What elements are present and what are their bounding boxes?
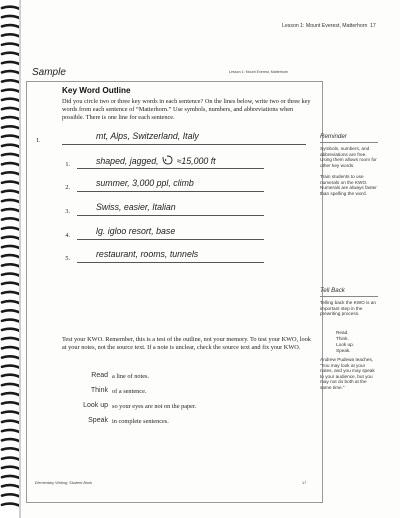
spiral-coil bbox=[2, 310, 20, 312]
sidebar-tell-back-step: Think. bbox=[336, 336, 349, 341]
step-text: of a sentence. bbox=[112, 388, 147, 395]
step-verb: Think bbox=[90, 387, 108, 394]
spiral-coil bbox=[2, 34, 20, 36]
kwo-row-line bbox=[77, 262, 264, 263]
spiral-coil bbox=[2, 301, 20, 303]
kwo-row-line bbox=[77, 168, 264, 169]
kwo-row-text: Swiss, easier, Italian bbox=[96, 202, 176, 212]
spiral-coil bbox=[2, 430, 20, 432]
step-text: a line of notes. bbox=[112, 373, 150, 380]
kwo-row-number: 4. bbox=[65, 232, 70, 239]
spiral-coil bbox=[2, 117, 20, 119]
kwo-row-text bbox=[96, 155, 216, 166]
spiral-coil bbox=[2, 320, 20, 322]
face-profile-icon bbox=[161, 155, 174, 165]
spiral-coil bbox=[2, 375, 20, 377]
spiral-coil bbox=[2, 439, 20, 441]
kwo-row-number: 5. bbox=[65, 255, 70, 262]
page-edge bbox=[19, 0, 21, 518]
section-title: Key Word Outline bbox=[62, 86, 131, 95]
spiral-coil bbox=[2, 356, 20, 358]
spiral-coil bbox=[2, 163, 20, 165]
spiral-coil bbox=[2, 274, 20, 276]
spiral-coil bbox=[2, 154, 20, 156]
spiral-coil bbox=[2, 228, 20, 230]
spiral-coil bbox=[2, 494, 20, 496]
spiral-coil bbox=[2, 237, 20, 239]
step-verb: Speak bbox=[88, 417, 108, 424]
kwo-row-text-after: ≈15,000 ft bbox=[176, 156, 216, 166]
spiral-coil bbox=[2, 218, 20, 220]
sidebar-tell-back-text: Telling back the KWO is an important step in the prewriting process. bbox=[320, 300, 377, 317]
step-verb: Read bbox=[91, 372, 108, 379]
spiral-coil bbox=[2, 209, 20, 211]
spiral-coil bbox=[2, 347, 20, 349]
sidebar-tell-back-step: Read. bbox=[336, 330, 349, 335]
spiral-coil bbox=[2, 126, 20, 128]
running-head-page-number: 17 bbox=[370, 23, 376, 29]
spiral-coil bbox=[2, 182, 20, 184]
spiral-coil bbox=[2, 53, 20, 55]
spiral-coil bbox=[2, 504, 20, 506]
sidebar-tell-back-rule bbox=[320, 296, 378, 297]
kwo-row-text: lg. igloo resort, base bbox=[96, 226, 176, 236]
spiral-coil bbox=[2, 393, 20, 395]
test-paragraph: Test your KWO. Remember, this is a test of the outline, not your memory. To test your KWO, look at your notes, not the source text. If a note is unclear, check the source text and fix your KWO. bbox=[62, 336, 311, 352]
spiral-coil bbox=[2, 246, 20, 248]
spiral-coil bbox=[2, 172, 20, 174]
step-text: so your eyes are not on the paper. bbox=[112, 403, 197, 410]
spiral-coil bbox=[2, 402, 20, 404]
spiral-coil bbox=[2, 366, 20, 368]
sidebar-reminder-title: Reminder bbox=[320, 133, 347, 140]
kwo-row-text: restaurant, rooms, tunnels bbox=[96, 249, 199, 259]
instructions-paragraph: Did you circle two or three key words in each sentence? On the lines below, write two or three key words from each sentence of “Matterhorn.” Use symbols, numbers, and abbreviations when possible. There is one line for each sentence. bbox=[62, 98, 311, 122]
spiral-coil bbox=[2, 191, 20, 193]
sidebar-reminder-rule bbox=[320, 142, 378, 143]
spiral-coil bbox=[2, 458, 20, 460]
spiral-coil bbox=[2, 292, 20, 294]
footer-book-title: Elementary Writing: Student Book bbox=[35, 481, 92, 485]
spiral-coil bbox=[2, 255, 20, 257]
kwo-row-line bbox=[77, 191, 264, 192]
sample-frame bbox=[26, 63, 323, 503]
spiral-coil bbox=[2, 421, 20, 423]
spiral-coil bbox=[2, 329, 20, 331]
kwo-row-number: 1. bbox=[65, 161, 70, 168]
footer-page-number: 17 bbox=[302, 481, 307, 485]
sidebar-tell-back-step: Look up. bbox=[336, 342, 354, 347]
spiral-coil bbox=[2, 90, 20, 92]
kwo-row-number: 3. bbox=[65, 208, 70, 215]
spiral-coil bbox=[2, 448, 20, 450]
spiral-coil bbox=[2, 485, 20, 487]
spiral-coil bbox=[2, 384, 20, 386]
spiral-coil bbox=[2, 264, 20, 266]
spiral-coil bbox=[2, 136, 20, 138]
kwo-row-number: I. bbox=[36, 137, 40, 144]
kwo-row-number: 2. bbox=[65, 184, 70, 191]
spiral-coil bbox=[2, 44, 20, 46]
sample-inner-head: Lesson 1: Mount Everest, Matterhorn bbox=[229, 70, 289, 74]
kwo-row-text: mt, Alps, Switzerland, Italy bbox=[96, 131, 199, 141]
kwo-row-line bbox=[77, 215, 264, 216]
spiral-coil bbox=[2, 16, 20, 18]
spiral-coil bbox=[2, 25, 20, 27]
sidebar-reminder-text: Symbols, numbers, and abbreviations are free. Using them allows room for other key words. bbox=[320, 146, 377, 168]
spiral-coil bbox=[2, 283, 20, 285]
spiral-coil bbox=[2, 412, 20, 414]
spiral-coil bbox=[2, 62, 20, 64]
kwo-row-text: summer, 3,000 ppl, climb bbox=[96, 178, 194, 188]
spiral-coil bbox=[2, 467, 20, 469]
spiral-coil bbox=[2, 200, 20, 202]
sidebar-tell-back-title: Tell Back bbox=[320, 287, 345, 294]
kwo-row-text-before: shaped, jagged, bbox=[96, 156, 159, 166]
running-head-title: Lesson 1: Mount Everest, Matterhorn bbox=[282, 23, 368, 29]
spiral-coil bbox=[2, 71, 20, 73]
step-verb: Look up bbox=[83, 402, 108, 409]
spiral-coil bbox=[2, 476, 20, 478]
kwo-row-line bbox=[77, 239, 264, 240]
sample-label: Sample bbox=[32, 67, 66, 78]
sidebar-reminder-text-2: Train students to use numerals on the KWO. Numerals are always faster than spelling the word. bbox=[320, 174, 377, 196]
sidebar-tell-back-step: Speak. bbox=[336, 348, 351, 353]
spiral-coil bbox=[2, 80, 20, 82]
spiral-coil bbox=[2, 338, 20, 340]
spiral-coil bbox=[2, 108, 20, 110]
spiral-coil bbox=[2, 99, 20, 101]
sidebar-tell-back-quote: Andrew Pudewa teaches, “You may look at your notes, and you may speak to your audience, but you may not do both at the same time.” bbox=[320, 357, 375, 390]
kwo-row-line bbox=[62, 144, 306, 145]
spiral-coil bbox=[2, 145, 20, 147]
spiral-coil bbox=[2, 7, 20, 9]
step-text: in complete sentences. bbox=[112, 418, 169, 425]
